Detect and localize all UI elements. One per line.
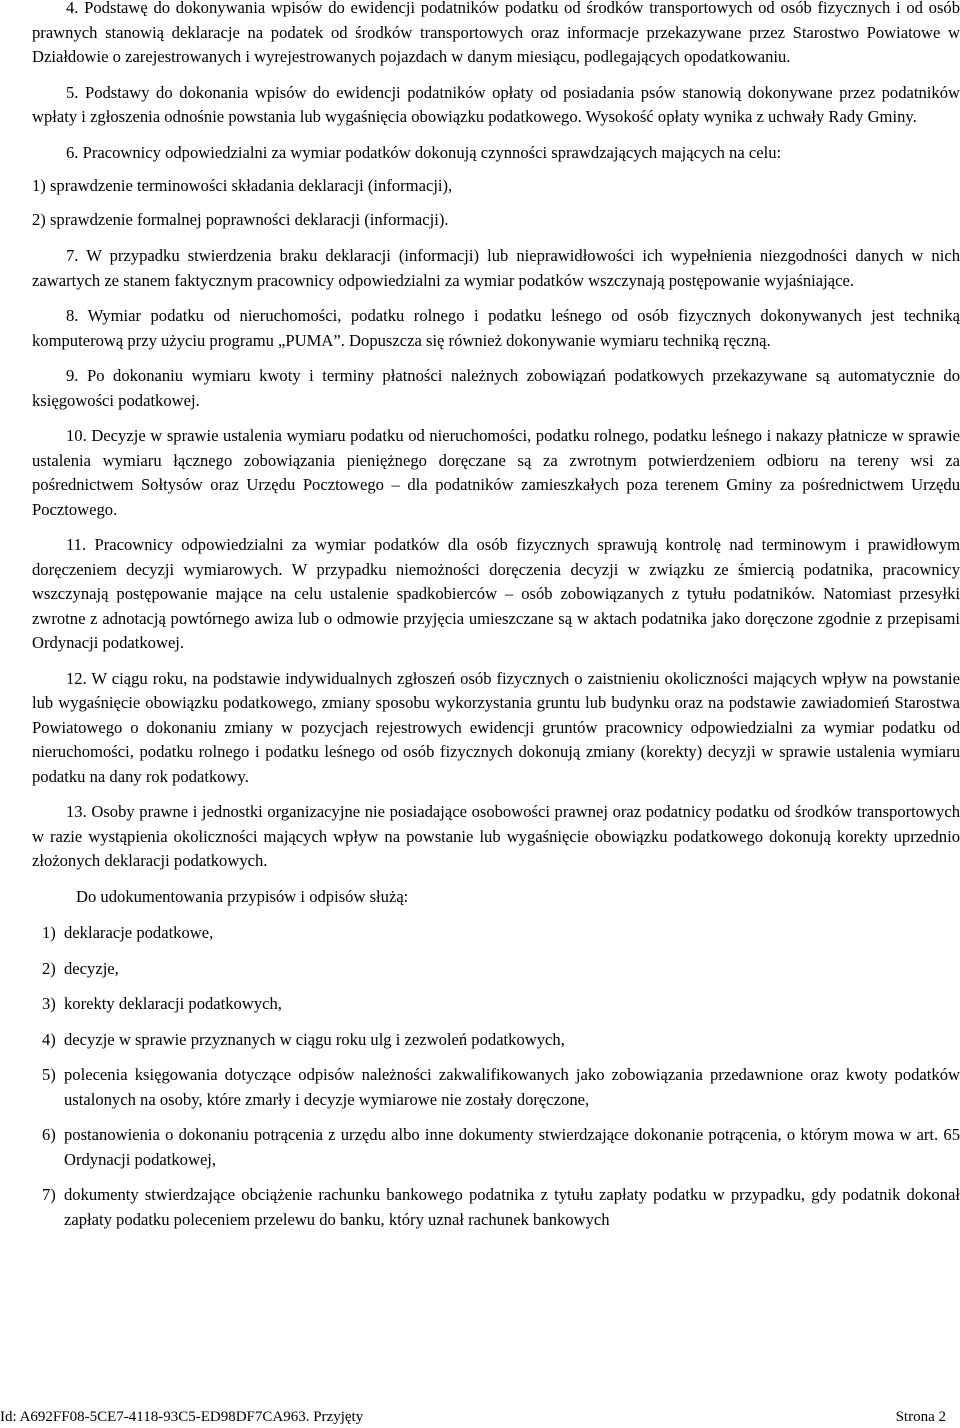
paragraph-10: 10. Decyzje w sprawie ustalenia wymiaru podatku od nieruchomości, podatku rolnego, podatku leśnego i nakazy płatnicze w sprawie ustalenia wymiaru łącznego zobowiązania pieniężnego doręczane są za zwrotnym potwierdzeniem odbioru na tereny wsi za pośrednictwem Sołtysów oraz Urzędu Pocztowego – dla podatników zamieszkałych poza terenem Gminy za pośrednictwem Urzędu Pocztowego. xyxy=(32,426,960,519)
paragraph-6-item-1: 1) sprawdzenie terminowości składania deklaracji (informacji), xyxy=(32,176,453,195)
page-footer xyxy=(0,1406,960,1428)
paragraph-6-item-2: 2) sprawdzenie formalnej poprawności deklaracji (informacji). xyxy=(32,209,449,229)
documents-list xyxy=(32,921,960,1232)
list-item: 6) postanowienia o dokonaniu potrącenia z urzędu albo inne dokumenty stwierdzające dokonanie potrącenia, o którym mowa w art. 65 Ordynacji podatkowej, xyxy=(42,1125,960,1169)
paragraph-4: 4. Podstawę do dokonywania wpisów do ewidencji podatników podatku od środków transportowych od osób fizycznych i od osób prawnych stanowią deklaracje na podatek od środków transportowych oraz informacje przekazywane przez Starostwo Powiatowe w Działdowie o zarejestrowanych i wyrejestrowanych pojazdach w danym miesiącu, podlegających opodatkowaniu. xyxy=(32,0,960,66)
list-item: 2) decyzje, xyxy=(42,958,119,978)
paragraph-9: 9. Po dokonaniu wymiaru kwoty i terminy płatności należnych zobowiązań podatkowych przekazywane są automatycznie do księgowości podatkowej. xyxy=(32,366,960,410)
list-item: 3) korekty deklaracji podatkowych, xyxy=(42,994,282,1013)
documents-intro: Do udokumentowania przypisów i odpisów służą: xyxy=(76,886,409,906)
paragraph-8: 8. Wymiar podatku od nieruchomości, podatku rolnego i podatku leśnego od osób fizycznych dokonywanych jest techniką komputerową przy użyciu programu „PUMA”. Dopuszcza się również dokonywanie wymiaru techniką ręczną. xyxy=(32,306,960,350)
paragraph-6: 6. Pracownicy odpowiedzialni za wymiar podatków dokonują czynności sprawdzających mających na celu: xyxy=(66,142,782,162)
document-page xyxy=(32,0,960,1243)
paragraph-13: 13. Osoby prawne i jednostki organizacyjne nie posiadające osobowości prawnej oraz podatnicy podatku od środków transportowych w razie wystąpienia okoliczności mających wpływ na powstanie lub wygaśnięcie obowiązku podatkowego dokonują korekty uprzednio złożonych deklaracji podatkowych. xyxy=(32,802,960,870)
list-item: 1) deklaracje podatkowe, xyxy=(42,923,214,942)
document-id: Id: A692FF08-5CE7-4118-93C5-ED98DF7CA963. Przyjęty xyxy=(0,1409,364,1425)
list-item: 7) dokumenty stwierdzające obciążenie rachunku bankowego podatnika z tytułu zapłaty podatku w przypadku, gdy podatnik dokonał zapłaty podatku poleceniem przelewu do banku, który uznał rachunek bankowych xyxy=(42,1185,960,1229)
paragraph-5: 5. Podstawy do dokonania wpisów do ewidencji podatników opłaty od posiadania psów stanowią dokonywane przez podatników wpłaty i zgłoszenia odnośnie powstania lub wygaśnięcia obowiązku podatkowego. Wysokość opłaty wynika z uchwały Rady Gminy. xyxy=(32,82,960,126)
page-number: Strona 2 xyxy=(895,1409,946,1425)
paragraph-12: 12. W ciągu roku, na podstawie indywidualnych zgłoszeń osób fizycznych o zaistnieniu okoliczności mających wpływ na powstanie lub wygaśnięcie obowiązku podatkowego, zmiany sposobu wykorzystania gruntu lub budynku oraz na podstawie zawiadomień Starostwa Powiatowego o dokonaniu zmiany w pozycjach rejestrowych ewidencji gruntów pracownicy odpowiedzialni za wymiar podatku od nieruchomości, podatku rolnego i podatku leśnego od osób fizycznych dokonują zmiany (korekty) decyzji w sprawie ustalenia wymiaru podatku na dany rok podatkowy. xyxy=(32,668,960,786)
paragraph-7: 7. W przypadku stwierdzenia braku deklaracji (informacji) lub nieprawidłowości ich wypełnienia niezgodności danych w nich zawartych ze stanem faktycznym pracownicy odpowiedzialni za wymiar podatków wszczynają postępowanie wyjaśniające. xyxy=(32,246,960,290)
list-item: 4) decyzje w sprawie przyznanych w ciągu roku ulg i zezwoleń podatkowych, xyxy=(42,1029,565,1049)
list-item: 5) polecenia księgowania dotyczące odpisów należności zakwalifikowanych jako zobowiązania przedawnione oraz kwoty podatków ustalonych na osoby, które zmarły i decyzje wymiarowe nie zostały doręczone, xyxy=(42,1065,960,1109)
paragraph-11: 11. Pracownicy odpowiedzialni za wymiar podatków dla osób fizycznych sprawują kontrolę nad terminowym i prawidłowym doręczeniem decyzji wymiarowych. W przypadku niemożności doręczenia decyzji w związku ze śmiercią podatnika, pracownicy wszczynają postępowanie mające na celu ustalenie spadkobierców – osób zobowiązanych z tytułu podatników. Natomiast przesyłki zwrotne z adnotacją powtórnego awiza lub o odmowie przyjęcia umieszczane są w aktach podatnika jako doręczone zgodnie z przepisami Ordynacji podatkowej. xyxy=(32,535,960,652)
